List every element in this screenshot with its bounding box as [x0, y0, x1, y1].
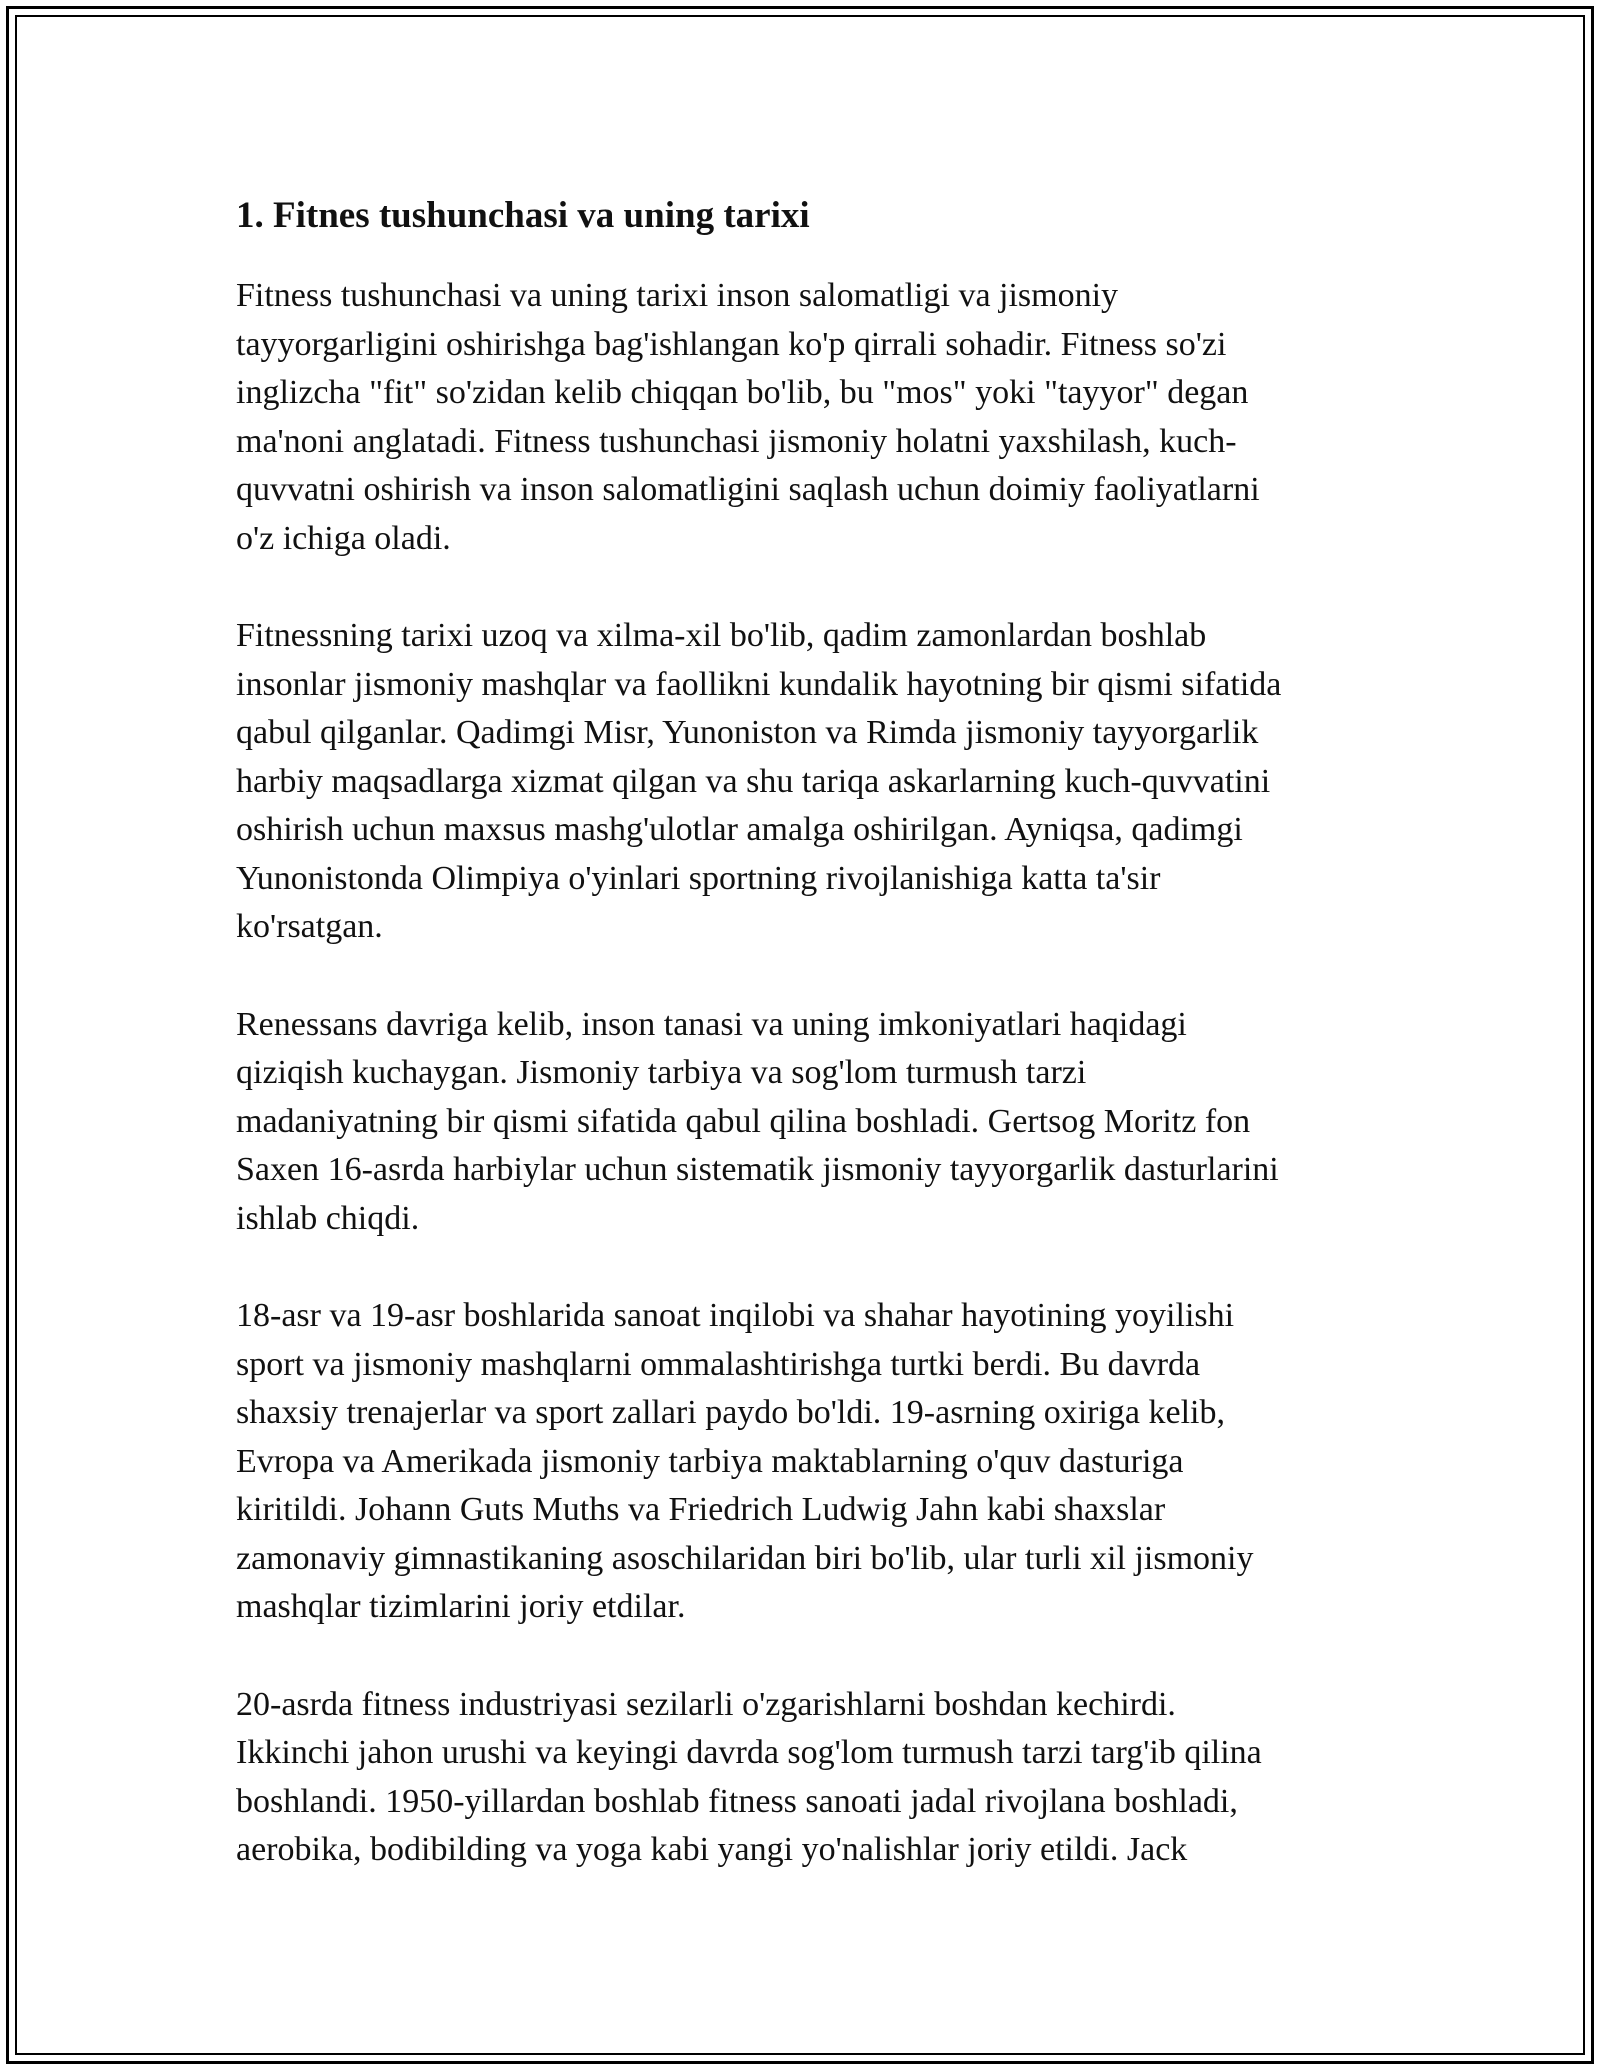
text-line: Renessans davriga kelib, inson tanasi va uning imkoniyatlari haqidagi — [236, 1005, 1187, 1043]
text-line: sport va jismoniy mashqlarni ommalashtirishga turtki berdi. Bu davrda — [236, 1345, 1201, 1383]
text-line: inglizcha "fit" so'zidan kelib chiqqan bo'lib, bu "mos" yoki "tayyor" degan — [236, 374, 1249, 411]
paragraph-industrial-era — [236, 1292, 1366, 1632]
document-body — [236, 188, 1366, 1924]
text-line: qabul qilganlar. Qadimgi Misr, Yunoniston va Rimda jismoniy tayyorgarlik — [236, 714, 1259, 751]
text-line: ko'rsatgan. — [236, 908, 383, 945]
text-line: Yunonistonda Olimpiya o'yinlari sportning rivojlanishiga katta ta'sir — [236, 859, 1161, 897]
text-line: kiritildi. Johann Guts Muths va Friedrich Ludwig Jahn kabi shaxslar — [236, 1491, 1166, 1528]
text-line: Evropa va Amerikada jismoniy tarbiya maktablarning o'quv dasturiga — [236, 1442, 1184, 1480]
text-line: tayyorgarligini oshirishga bag'ishlangan ko'p qirrali sohadir. Fitness so'zi — [236, 325, 1227, 363]
text-line: o'z ichiga oladi. — [236, 519, 451, 557]
text-line: ishlab chiqdi. — [236, 1199, 420, 1237]
text-line: quvvatni oshirish va inson salomatligini saqlash uchun doimiy faoliyatlarni — [236, 471, 1260, 508]
section-heading: 1. Fitnes tushunchasi va uning tarixi — [236, 195, 810, 236]
text-line: Saxen 16-asrda harbiylar uchun sistematik jismoniy tayyorgarlik dasturlarini — [236, 1151, 1279, 1188]
text-line: 18-asr va 19-asr boshlarida sanoat inqilobi va shahar hayotining yoyilishi — [236, 1297, 1235, 1334]
text-line: aerobika, bodibilding va yoga kabi yangi yo'nalishlar joriy etildi. Jack — [236, 1831, 1188, 1868]
text-line: harbiy maqsadlarga xizmat qilgan va shu tariqa askarlarning kuch-quvvatini — [236, 762, 1271, 800]
text-line: zamonaviy gimnastikaning asoschilaridan biri bo'lib, ular turli xil jismoniy — [236, 1539, 1254, 1577]
text-line: Fitness tushunchasi va uning tarixi inson salomatligi va jismoniy — [236, 277, 1119, 314]
paragraph-ancient-history — [236, 612, 1366, 952]
text-line: shaxsiy trenajerlar va sport zallari paydo bo'ldi. 19-asrning oxiriga kelib, — [236, 1394, 1226, 1431]
text-line: madaniyatning bir qismi sifatida qabul qilina boshladi. Gertsog Moritz fon — [236, 1102, 1251, 1140]
text-line: ma'noni anglatadi. Fitness tushunchasi jismoniy holatni yaxshilash, kuch- — [236, 422, 1237, 460]
paragraph-twentieth-century — [236, 1681, 1366, 1875]
text-line: mashqlar tizimlarini joriy etdilar. — [236, 1588, 686, 1625]
text-line: boshlandi. 1950-yillardan boshlab fitness sanoati jadal rivojlana boshladi, — [236, 1782, 1238, 1820]
text-line: 20-asrda fitness industriyasi sezilarli o'zgarishlarni boshdan kechirdi. — [236, 1685, 1176, 1723]
paragraph-fitness-definition — [236, 272, 1366, 563]
text-line: Fitnessning tarixi uzoq va xilma-xil bo'lib, qadim zamonlardan boshlab — [236, 617, 1207, 654]
text-line: Ikkinchi jahon urushi va keyingi davrda sog'lom turmush tarzi targ'ib qilina — [236, 1734, 1262, 1771]
paragraph-renaissance — [236, 1001, 1366, 1244]
text-line: qiziqish kuchaygan. Jismoniy tarbiya va sog'lom turmush tarzi — [236, 1054, 1087, 1091]
text-line: oshirish uchun maxsus mashg'ulotlar amalga oshirilgan. Ayniqsa, qadimgi — [236, 811, 1243, 848]
text-line: insonlar jismoniy mashqlar va faollikni kundalik hayotning bir qismi sifatida — [236, 665, 1282, 703]
